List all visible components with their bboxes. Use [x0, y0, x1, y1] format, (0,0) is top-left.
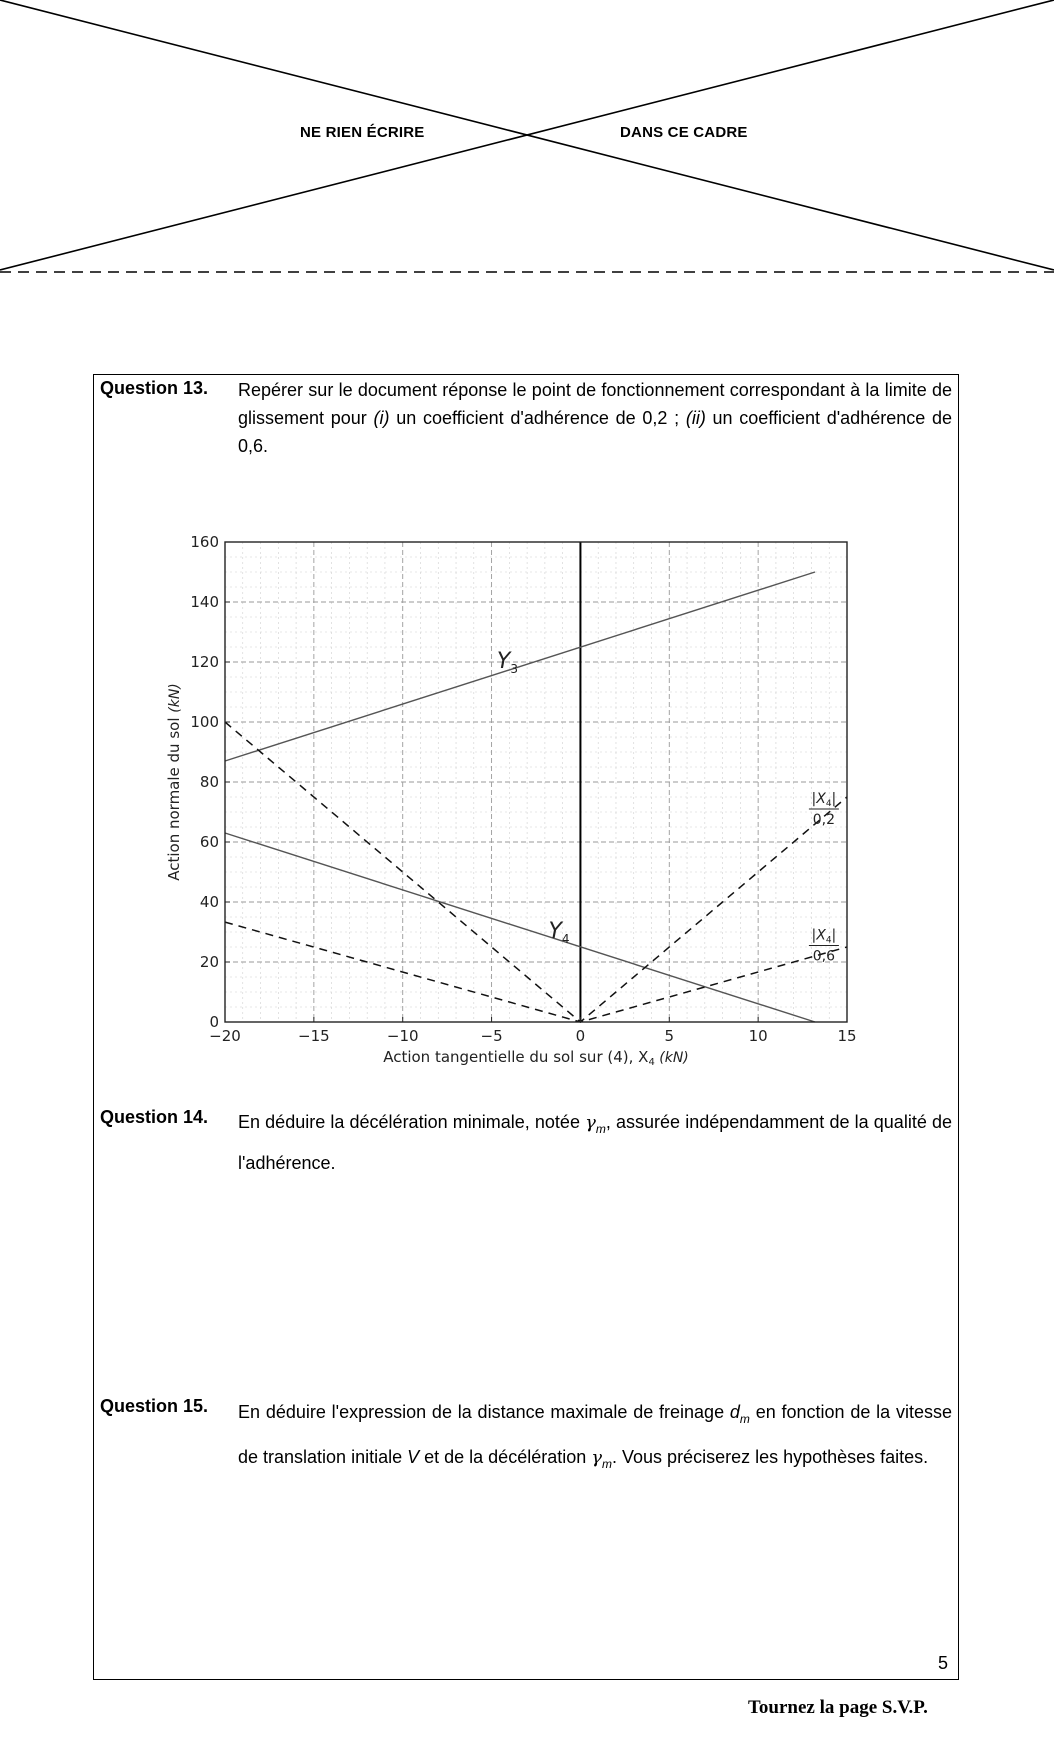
y-tick-label: 0	[209, 1013, 219, 1031]
y-tick-label: 120	[190, 653, 219, 671]
page-number: 5	[938, 1653, 949, 1673]
x-axis-label: Action tangentielle du sol sur (4), $X_4$ (kN)	[383, 1048, 689, 1068]
y3-label: $Y_3$	[496, 649, 518, 676]
turn-page-note: Tournez la page S.V.P.	[748, 1697, 928, 1718]
question-13-text: Repérer sur le document réponse le point de fonctionnement correspondant à la limite de glissement pour (i) un coefficient d'adhérence de 0,2 ; (ii) un coefficient d'adhérence de 0,6.	[238, 380, 952, 456]
question-14-label: Question 14.	[100, 1107, 209, 1127]
no-write-cross	[0, 0, 1054, 280]
x-tick-label: 10	[748, 1027, 768, 1045]
y-tick-label: 100	[190, 713, 219, 731]
x4-over-0-6-label-numerator: $|X_4|$	[811, 927, 837, 946]
x-tick-label: −10	[386, 1027, 419, 1045]
x-tick-label: 5	[664, 1027, 675, 1045]
y-tick-label: 20	[199, 953, 219, 971]
x-tick-label: −20	[209, 1027, 241, 1045]
no-write-left-text: NE RIEN ÉCRIRE	[300, 124, 425, 141]
x4-over-0-6-label-denominator: 0,6	[812, 948, 836, 965]
y-tick-label: 140	[190, 593, 219, 611]
y-tick-label: 160	[190, 533, 219, 551]
question-15-text: En déduire l'expression de la distance maximale de freinage $d_m$ en fonction de la vitesse de translation initiale V et de la décélération $\gamma_m$. Vous préciserez les hypothèses faites.	[238, 1402, 953, 1471]
question-15-label: Question 15.	[100, 1396, 209, 1416]
y-axis-label: Action normale du sol (kN)	[165, 683, 183, 881]
x4-over-0-2-label-numerator: $|X_4|$	[811, 791, 837, 809]
adherence-chart	[150, 520, 870, 1080]
x4-over-0-2-label-denominator: 0,2	[812, 812, 836, 828]
y4-label: $Y_4$	[548, 919, 570, 946]
x-tick-label: −5	[480, 1027, 503, 1045]
question-13-label: Question 13.	[100, 378, 209, 398]
x-tick-label: 15	[837, 1027, 857, 1045]
x-tick-label: 0	[575, 1027, 586, 1045]
y-tick-label: 60	[199, 833, 219, 851]
question-14-text: En déduire la décélération minimale, notée $\gamma_m$, assurée indépendamment de la qualité de l'adhérence.	[238, 1112, 952, 1173]
no-write-right-text: DANS CE CADRE	[620, 124, 748, 141]
y-tick-label: 80	[199, 773, 219, 791]
y-tick-label: 40	[199, 893, 219, 911]
x-tick-label: −15	[298, 1027, 330, 1045]
